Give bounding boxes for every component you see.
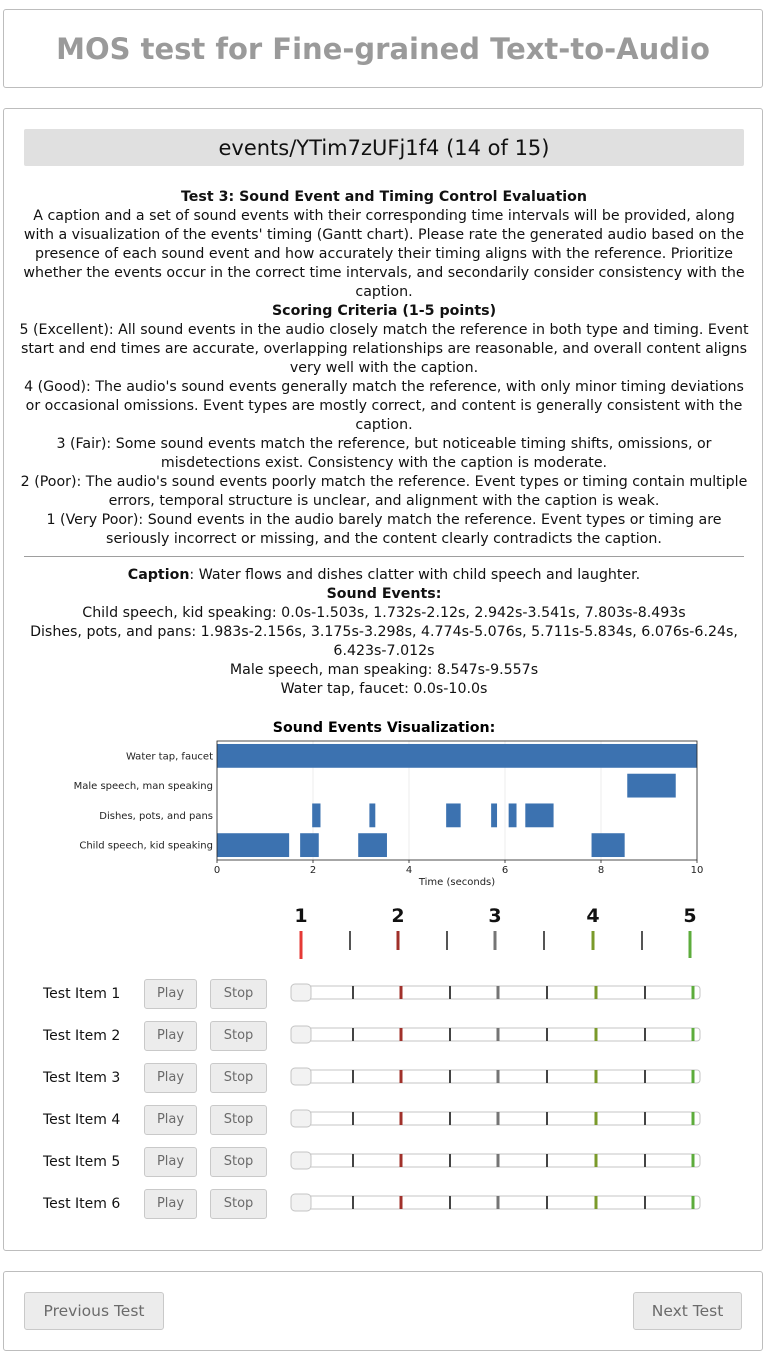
gantt-chart: [54, 737, 714, 888]
slider-minor-tick: [644, 1070, 646, 1083]
slider-major-tick: [400, 1070, 403, 1083]
stop-button[interactable]: Stop: [210, 1105, 267, 1135]
test-item-row: [4, 1146, 764, 1178]
slider-major-tick: [400, 986, 403, 999]
slider-major-tick: [497, 1070, 500, 1083]
slider-minor-tick: [352, 1112, 354, 1125]
next-test-button[interactable]: Next Test: [633, 1292, 742, 1330]
caption-label: Caption: [127, 567, 190, 583]
caption-block: [18, 566, 750, 699]
play-button[interactable]: Play: [144, 979, 197, 1009]
gantt-bar: [217, 833, 289, 857]
criterion-5: 5 (Excellent): All sound events in the audio closely match the reference in both type and timing. Event start and end times are accurate, overlapping relationships are reasonable, and overall content aligns very well with the caption.: [19, 322, 749, 376]
play-button[interactable]: Play: [144, 1021, 197, 1051]
test-item-row: [4, 1062, 764, 1094]
test-item-row: [4, 1188, 764, 1220]
slider-minor-tick: [644, 986, 646, 999]
x-tick-label: 10: [690, 865, 704, 876]
slider-major-tick: [400, 1028, 403, 1041]
scale-major-tick: [689, 931, 692, 958]
slider-major-tick: [692, 1154, 695, 1167]
nav-panel: [3, 1271, 763, 1351]
scale-major-tick: [592, 931, 595, 950]
gantt-bar: [217, 744, 697, 768]
slider-minor-tick: [352, 1070, 354, 1083]
rating-slider[interactable]: [287, 1026, 707, 1048]
scale-minor-tick: [543, 931, 545, 950]
slider-track: [300, 1154, 700, 1167]
scale-major-tick: [300, 931, 303, 959]
test-item-label: Test Item 2: [43, 1028, 121, 1044]
divider: [24, 556, 744, 557]
scale-minor-tick: [349, 931, 351, 950]
description: A caption and a set of sound events with their corresponding time intervals will be provided, along with a visualization of the events' timing (Gantt chart). Please rate the generated audio based on the presence of each sound event and how accurately their timing aligns with the reference. Prioritize whether the events occur in the correct time intervals, and secondarily consider consistency with the caption.: [23, 208, 745, 300]
criteria-title: Scoring Criteria (1-5 points): [271, 303, 497, 319]
play-button[interactable]: Play: [144, 1189, 197, 1219]
slider-minor-tick: [449, 1112, 451, 1125]
y-tick-label: Child speech, kid speaking: [79, 840, 213, 852]
x-axis-label: Time (seconds): [418, 877, 496, 888]
stop-button[interactable]: Stop: [210, 1147, 267, 1177]
rating-scale-legend: [284, 899, 704, 961]
stop-button[interactable]: Stop: [210, 1063, 267, 1093]
slider-minor-tick: [449, 1070, 451, 1083]
slider-track: [300, 1196, 700, 1209]
slider-major-tick: [692, 1196, 695, 1209]
slider-handle: [291, 1194, 311, 1211]
slider-minor-tick: [546, 1154, 548, 1167]
slider-minor-tick: [449, 1154, 451, 1167]
slider-major-tick: [692, 1112, 695, 1125]
y-tick-label: Water tap, faucet: [125, 751, 213, 763]
slider-minor-tick: [644, 1112, 646, 1125]
scale-label: 1: [294, 905, 308, 927]
play-button[interactable]: Play: [144, 1105, 197, 1135]
play-button[interactable]: Play: [144, 1063, 197, 1093]
slider-minor-tick: [546, 1028, 548, 1041]
slider-minor-tick: [449, 1028, 451, 1041]
scale-label: 5: [683, 905, 697, 927]
slider-major-tick: [497, 1154, 500, 1167]
gantt-bar: [358, 833, 387, 857]
slider-track: [300, 986, 700, 999]
test-item-row: [4, 978, 764, 1010]
slider-major-tick: [595, 986, 598, 999]
slider-major-tick: [497, 1196, 500, 1209]
slider-minor-tick: [546, 986, 548, 999]
test-item-label: Test Item 3: [43, 1070, 121, 1086]
test-item-label: Test Item 6: [43, 1196, 121, 1212]
scale-major-tick: [397, 931, 400, 950]
slider-major-tick: [595, 1196, 598, 1209]
x-tick-label: 2: [309, 865, 317, 876]
slider-minor-tick: [449, 986, 451, 999]
slider-major-tick: [595, 1028, 598, 1041]
title-panel: [3, 9, 763, 88]
rating-slider[interactable]: [287, 984, 707, 1006]
gantt-bar: [300, 833, 319, 857]
gantt-bar: [509, 803, 517, 827]
rating-slider[interactable]: [287, 1194, 707, 1216]
slider-major-tick: [595, 1112, 598, 1125]
slider-minor-tick: [449, 1196, 451, 1209]
section-title: Test 3: Sound Event and Timing Control Evaluation: [181, 189, 587, 205]
slider-major-tick: [400, 1154, 403, 1167]
y-tick-label: Dishes, pots, and pans: [99, 810, 213, 822]
play-button[interactable]: Play: [144, 1147, 197, 1177]
test-item-row: [4, 1104, 764, 1136]
slider-handle: [291, 984, 311, 1001]
scale-label: 2: [391, 905, 405, 927]
criterion-2: 2 (Poor): The audio's sound events poorly match the reference. Event types or timing contain multiple errors, temporal structure is unclear, and alignment with the caption is weak.: [20, 474, 748, 509]
gantt-bar: [592, 833, 625, 857]
instructions: [18, 188, 750, 549]
slider-major-tick: [400, 1112, 403, 1125]
slider-major-tick: [497, 1112, 500, 1125]
slider-major-tick: [497, 986, 500, 999]
test-panel: [3, 108, 763, 1251]
test-header: events/YTim7zUFj1f4 (14 of 15): [24, 129, 744, 166]
scale-major-tick: [494, 931, 497, 950]
slider-track: [300, 1112, 700, 1125]
caption-line: [18, 566, 750, 585]
x-tick-label: 8: [597, 865, 605, 876]
slider-major-tick: [692, 1070, 695, 1083]
gantt-bar: [369, 803, 375, 827]
event-water-tap: Water tap, faucet: 0.0s-10.0s: [280, 681, 488, 697]
slider-track: [300, 1070, 700, 1083]
slider-minor-tick: [352, 1028, 354, 1041]
gantt-bar: [446, 803, 460, 827]
slider-major-tick: [692, 1028, 695, 1041]
scale-minor-tick: [641, 931, 643, 950]
stop-button[interactable]: Stop: [210, 1021, 267, 1051]
slider-minor-tick: [644, 1196, 646, 1209]
event-child-speech: Child speech, kid speaking: 0.0s-1.503s, 1.732s-2.12s, 2.942s-3.541s, 7.803s-8.493s: [82, 605, 686, 621]
stop-button[interactable]: Stop: [210, 1189, 267, 1219]
slider-track: [300, 1028, 700, 1041]
stop-button[interactable]: Stop: [210, 979, 267, 1009]
slider-major-tick: [692, 986, 695, 999]
slider-minor-tick: [644, 1028, 646, 1041]
slider-handle: [291, 1026, 311, 1043]
slider-major-tick: [497, 1028, 500, 1041]
slider-major-tick: [595, 1154, 598, 1167]
visualization-title: Sound Events Visualization:: [272, 720, 496, 736]
event-male-speech: Male speech, man speaking: 8.547s-9.557s: [229, 662, 539, 678]
slider-handle: [291, 1152, 311, 1169]
scale-label: 3: [488, 905, 502, 927]
y-tick-label: Male speech, man speaking: [73, 781, 213, 793]
x-tick-label: 6: [501, 865, 509, 876]
x-tick-label: 4: [405, 865, 413, 876]
slider-minor-tick: [546, 1070, 548, 1083]
test-item-row: [4, 1020, 764, 1052]
gantt-bar: [312, 803, 320, 827]
slider-handle: [291, 1110, 311, 1127]
rating-slider[interactable]: [287, 1068, 707, 1090]
caption-text: : Water flows and dishes clatter with child speech and laughter.: [189, 567, 641, 583]
slider-minor-tick: [352, 986, 354, 999]
slider-minor-tick: [352, 1154, 354, 1167]
slider-minor-tick: [546, 1112, 548, 1125]
gantt-bar: [525, 803, 553, 827]
rating-slider[interactable]: [287, 1110, 707, 1132]
scale-label: 4: [586, 905, 600, 927]
slider-major-tick: [595, 1070, 598, 1083]
criterion-4: 4 (Good): The audio's sound events generally match the reference, with only minor timing deviations or occasional omissions. Event types are mostly correct, and content is generally consistent with the caption.: [24, 379, 744, 433]
slider-minor-tick: [546, 1196, 548, 1209]
rating-slider[interactable]: [287, 1152, 707, 1174]
criterion-3: 3 (Fair): Some sound events match the reference, but noticeable timing shifts, omissions, or misdetections exist. Consistency with the caption is moderate.: [56, 436, 712, 471]
page-title: MOS test for Fine-grained Text-to-Audio: [56, 32, 710, 66]
previous-test-button[interactable]: Previous Test: [24, 1292, 164, 1330]
test-item-label: Test Item 5: [43, 1154, 121, 1170]
sound-events-title: Sound Events:: [326, 586, 442, 602]
x-tick-label: 0: [213, 865, 221, 876]
slider-minor-tick: [352, 1196, 354, 1209]
scale-minor-tick: [446, 931, 448, 950]
slider-major-tick: [400, 1196, 403, 1209]
test-item-label: Test Item 4: [43, 1112, 121, 1128]
criterion-1: 1 (Very Poor): Sound events in the audio barely match the reference. Event types or timing are seriously incorrect or missing, and the content clearly contradicts the caption.: [46, 512, 722, 547]
gantt-bar: [491, 803, 497, 827]
slider-minor-tick: [644, 1154, 646, 1167]
test-item-label: Test Item 1: [43, 986, 121, 1002]
slider-handle: [291, 1068, 311, 1085]
gantt-bar: [627, 774, 675, 798]
event-dishes: Dishes, pots, and pans: 1.983s-2.156s, 3.175s-3.298s, 4.774s-5.076s, 5.711s-5.834s, 6.076s-6.24s, 6.423s-7.012s: [30, 624, 738, 659]
